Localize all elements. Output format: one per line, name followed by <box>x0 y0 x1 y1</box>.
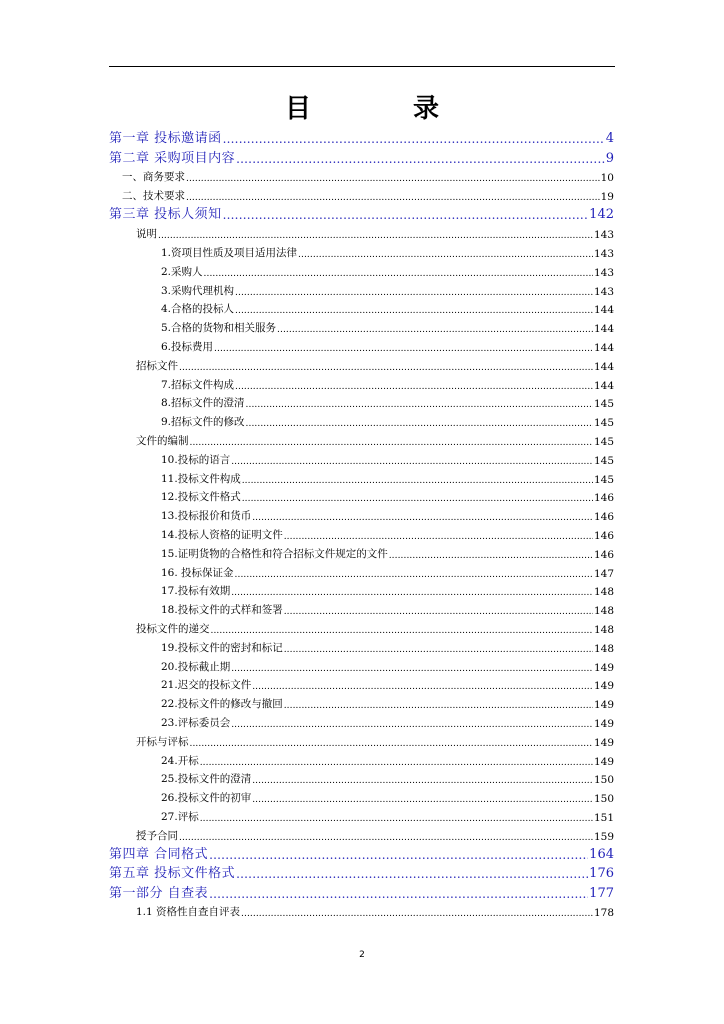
toc-entry-title: 5.合格的货物和相关服务 <box>161 322 277 335</box>
toc-entry-title: 20.投标截止期 <box>161 660 231 673</box>
toc-entry[interactable] <box>109 260 614 279</box>
toc-entry-page: 150 <box>593 793 614 806</box>
toc-entry-page: 144 <box>593 379 614 392</box>
toc-entry-title: 一、商务要求 <box>122 171 185 184</box>
toc-entry-title: 12.投标文件格式 <box>161 491 241 504</box>
toc-entry[interactable] <box>109 354 614 373</box>
toc-entry-page: 143 <box>593 266 614 279</box>
toc-entry[interactable] <box>109 166 614 185</box>
toc-entry-page: 143 <box>593 248 614 261</box>
toc-entry-page: 151 <box>593 811 614 824</box>
toc-entry-page: 149 <box>593 755 614 768</box>
toc-entry-page: 146 <box>593 530 614 543</box>
toc-entry-page: 149 <box>593 661 614 674</box>
toc-entry[interactable] <box>109 580 614 599</box>
table-of-contents <box>109 127 614 919</box>
toc-leader-dots <box>242 494 593 504</box>
toc-entry-title: 19.投标文件的密封和标记 <box>161 641 283 654</box>
toc-entry[interactable] <box>109 222 614 241</box>
toc-entry[interactable] <box>109 768 614 787</box>
toc-entry[interactable] <box>109 655 614 674</box>
toc-leader-dots <box>389 551 593 561</box>
toc-entry[interactable] <box>109 410 614 429</box>
toc-leader-dots <box>190 438 593 448</box>
toc-entry[interactable] <box>109 241 614 260</box>
toc-entry-title: 开标与评标 <box>136 735 189 748</box>
toc-entry-page: 4 <box>605 131 614 147</box>
toc-entry-title: 招标文件 <box>136 359 178 372</box>
toc-entry-page: 143 <box>593 229 614 242</box>
toc-leader-dots <box>284 701 593 711</box>
toc-entry-page: 145 <box>593 454 614 467</box>
toc-entry-title: 21.迟交的投标文件 <box>161 679 252 692</box>
toc-entry-page: 176 <box>589 866 614 882</box>
toc-entry-page: 146 <box>593 492 614 505</box>
toc-entry-title: 1.1 资格性自查自评表 <box>136 906 241 919</box>
toc-leader-dots <box>241 909 593 919</box>
toc-entry-title: 18.投标文件的式样和签署 <box>161 604 283 617</box>
toc-entry-title: 二、技术要求 <box>122 190 185 203</box>
toc-leader-dots <box>252 795 593 805</box>
toc-entry-title: 13.投标报价和货币 <box>161 510 252 523</box>
toc-entry-title: 23.评标委员会 <box>161 717 231 729</box>
toc-entry-page: 148 <box>593 624 614 637</box>
toc-entry-page: 143 <box>593 285 614 298</box>
toc-entry[interactable] <box>109 542 614 561</box>
toc-entry[interactable] <box>109 392 614 411</box>
toc-entry-title: 第一章 投标邀请函 <box>109 131 222 147</box>
toc-entry[interactable] <box>109 203 614 222</box>
toc-leader-dots <box>284 607 593 617</box>
toc-entry-page: 144 <box>593 323 614 336</box>
toc-leader-dots <box>277 325 593 335</box>
toc-entry[interactable] <box>109 824 614 843</box>
toc-entry[interactable] <box>109 429 614 448</box>
toc-leader-dots <box>190 739 593 749</box>
toc-leader-dots <box>186 193 600 203</box>
page-title: 目 录 <box>284 94 477 124</box>
toc-leader-dots <box>231 457 593 467</box>
toc-entry-page: 147 <box>593 567 614 580</box>
toc-leader-dots <box>186 174 600 184</box>
toc-entry[interactable] <box>109 316 614 335</box>
toc-leader-dots <box>235 306 593 316</box>
toc-entry[interactable] <box>109 298 614 317</box>
toc-entry-page: 146 <box>593 511 614 524</box>
toc-entry[interactable] <box>109 617 614 636</box>
toc-entry-title: 24.开标 <box>161 754 199 767</box>
toc-entry[interactable] <box>109 711 614 730</box>
toc-entry-title: 第四章 合同格式 <box>109 847 209 863</box>
toc-entry[interactable] <box>109 184 614 203</box>
toc-entry-title: 26.投标文件的初审 <box>161 792 252 805</box>
toc-entry-title: 7.招标文件构成 <box>161 378 235 391</box>
toc-entry-page: 145 <box>593 436 614 449</box>
toc-leader-dots <box>214 344 593 354</box>
toc-entry-page: 9 <box>605 150 614 166</box>
toc-entry[interactable] <box>109 335 614 354</box>
toc-leader-dots <box>158 231 593 241</box>
toc-entry-title: 第三章 投标人须知 <box>109 207 222 223</box>
toc-leader-dots <box>200 814 593 824</box>
toc-leader-dots <box>211 626 593 636</box>
toc-entry[interactable] <box>109 127 614 146</box>
toc-entry[interactable] <box>109 467 614 486</box>
toc-entry-title: 16. 投标保证金 <box>161 566 234 579</box>
toc-leader-dots <box>209 887 588 901</box>
toc-entry-page: 150 <box>593 774 614 787</box>
toc-leader-dots <box>284 532 593 542</box>
toc-leader-dots <box>252 513 593 523</box>
toc-entry-page: 145 <box>593 473 614 486</box>
toc-leader-dots <box>252 682 593 692</box>
toc-leader-dots <box>231 664 593 674</box>
toc-leader-dots <box>235 570 593 580</box>
toc-entry[interactable] <box>109 692 614 711</box>
toc-entry-title: 25.投标文件的澄清 <box>161 773 252 786</box>
toc-entry-title: 3.采购代理机构 <box>161 284 235 297</box>
toc-entry-page: 159 <box>593 830 614 843</box>
toc-entry[interactable] <box>109 881 614 900</box>
toc-entry[interactable] <box>109 805 614 824</box>
toc-entry-title: 6.投标费用 <box>161 341 214 354</box>
toc-entry-title: 2.采购人 <box>161 265 203 278</box>
toc-entry-page: 149 <box>593 699 614 712</box>
toc-entry-page: 145 <box>593 398 614 411</box>
toc-entry-title: 第二章 采购项目内容 <box>109 150 236 166</box>
toc-entry[interactable] <box>109 598 614 617</box>
toc-entry[interactable] <box>109 486 614 505</box>
toc-entry-title: 授予合同 <box>136 829 178 842</box>
toc-leader-dots <box>231 720 593 730</box>
toc-entry[interactable] <box>109 279 614 298</box>
toc-entry[interactable] <box>109 749 614 768</box>
toc-entry-title: 第五章 投标文件格式 <box>109 866 236 882</box>
toc-entry[interactable] <box>109 862 614 881</box>
toc-leader-dots <box>242 476 593 486</box>
toc-leader-dots <box>252 776 593 786</box>
toc-entry-page: 19 <box>600 191 614 204</box>
toc-entry[interactable] <box>109 561 614 580</box>
toc-entry-title: 第一部分 自查表 <box>109 885 209 901</box>
toc-entry-title: 4.合格的投标人 <box>161 303 235 316</box>
toc-leader-dots <box>223 208 589 222</box>
toc-entry-title: 文件的编制 <box>136 435 189 448</box>
toc-entry[interactable] <box>109 636 614 655</box>
toc-entry-page: 148 <box>593 642 614 655</box>
toc-entry-page: 149 <box>593 736 614 749</box>
toc-leader-dots <box>179 363 593 373</box>
toc-entry-title: 17.投标有效期 <box>161 585 231 598</box>
toc-entry-page: 149 <box>593 680 614 693</box>
toc-entry-title: 投标文件的递交 <box>136 623 210 636</box>
toc-entry-page: 144 <box>593 342 614 355</box>
toc-leader-dots <box>236 867 588 881</box>
toc-entry[interactable] <box>109 146 614 165</box>
toc-leader-dots <box>235 288 593 298</box>
toc-entry[interactable] <box>109 523 614 542</box>
toc-entry[interactable] <box>109 448 614 467</box>
toc-leader-dots <box>204 269 593 279</box>
toc-entry-page: 145 <box>593 417 614 430</box>
toc-leader-dots <box>246 400 593 410</box>
toc-entry-page: 144 <box>593 304 614 317</box>
toc-entry-page: 148 <box>593 586 614 599</box>
toc-entry[interactable] <box>109 843 614 862</box>
toc-entry-title: 11.投标文件构成 <box>161 472 241 485</box>
toc-entry-title: 说明 <box>136 228 157 241</box>
toc-entry-page: 146 <box>593 548 614 561</box>
toc-entry[interactable] <box>109 504 614 523</box>
toc-entry-page: 148 <box>593 605 614 618</box>
toc-entry-title: 15.证明货物的合格性和符合招标文件规定的文件 <box>161 547 388 560</box>
page-number: 2 <box>359 950 365 960</box>
toc-entry-page: 142 <box>589 207 614 223</box>
toc-leader-dots <box>179 833 593 843</box>
toc-leader-dots <box>209 848 588 862</box>
toc-entry-title: 10.投标的语言 <box>161 453 231 466</box>
toc-leader-dots <box>284 645 593 655</box>
toc-entry[interactable] <box>109 373 614 392</box>
toc-leader-dots <box>231 588 593 598</box>
toc-leader-dots <box>246 419 593 429</box>
toc-leader-dots <box>200 758 593 768</box>
header-rule <box>109 66 615 67</box>
toc-leader-dots <box>236 152 605 166</box>
toc-entry-title: 14.投标人资格的证明文件 <box>161 529 283 542</box>
toc-entry-page: 177 <box>589 885 614 901</box>
toc-leader-dots <box>298 250 593 260</box>
toc-entry-page: 164 <box>589 847 614 863</box>
toc-leader-dots <box>235 382 593 392</box>
toc-entry-title: 22.投标文件的修改与撤回 <box>161 698 283 711</box>
toc-entry-title: 8.招标文件的澄清 <box>161 397 245 410</box>
toc-leader-dots <box>223 132 605 146</box>
toc-entry[interactable] <box>109 786 614 805</box>
toc-entry-title: 1.资项目性质及项目适用法律 <box>161 247 298 260</box>
toc-entry-page: 178 <box>593 907 614 920</box>
toc-entry-page: 149 <box>593 718 614 730</box>
toc-entry[interactable] <box>109 730 614 749</box>
toc-entry-title: 9.招标文件的修改 <box>161 416 245 429</box>
toc-entry[interactable] <box>109 901 614 920</box>
toc-entry[interactable] <box>109 674 614 693</box>
toc-entry-title: 27.评标 <box>161 810 199 823</box>
toc-entry-page: 144 <box>593 360 614 373</box>
toc-entry-page: 10 <box>600 172 614 185</box>
